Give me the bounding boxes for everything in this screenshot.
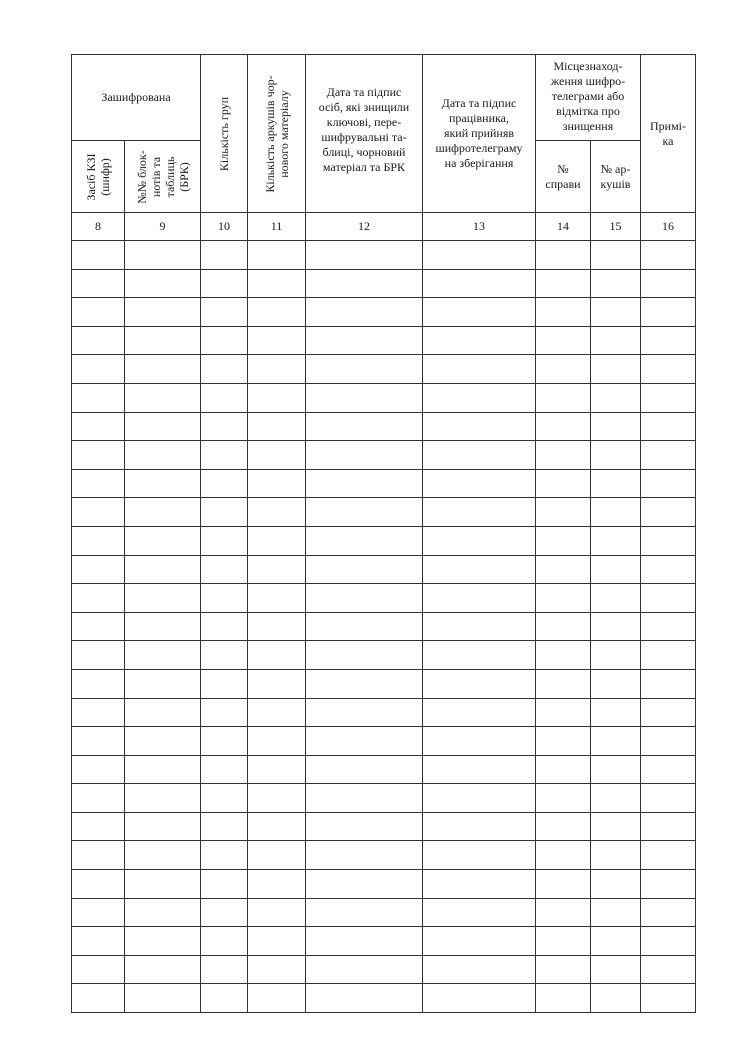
table-cell[interactable] [423,727,536,756]
table-cell[interactable] [306,269,423,298]
table-cell[interactable] [72,698,125,727]
table-row [72,984,696,1013]
table-row [72,955,696,984]
table-cell[interactable] [125,669,201,698]
table-cell[interactable] [536,441,591,470]
table-cell[interactable] [306,755,423,784]
table-cell[interactable] [306,383,423,412]
table-cell[interactable] [248,498,306,527]
col12-header: Дата та підпис осіб, які знищили ключові, пере- шифрувальні та- блиці, чорновий матеріал та БРК [306,55,423,213]
table-cell[interactable] [201,412,248,441]
table-cell[interactable] [72,584,125,613]
table-cell[interactable] [306,469,423,498]
col11-header [248,55,306,213]
table-cell[interactable] [201,641,248,670]
table-cell[interactable] [248,955,306,984]
table-cell[interactable] [423,784,536,813]
table-row [72,526,696,555]
table-cell[interactable] [591,355,641,384]
table-cell[interactable] [201,555,248,584]
table-cell[interactable] [536,469,591,498]
table-cell[interactable] [248,812,306,841]
table-cell[interactable] [306,526,423,555]
table-row [72,870,696,899]
table-cell[interactable] [423,669,536,698]
table-cell[interactable] [536,812,591,841]
table-cell[interactable] [72,269,125,298]
table-cell[interactable] [125,955,201,984]
table-cell[interactable] [536,927,591,956]
col15-header: № ар- кушів [591,141,641,213]
table-cell[interactable] [306,898,423,927]
table-row [72,269,696,298]
table-cell[interactable] [423,326,536,355]
col8-header [72,141,125,213]
table-row [72,584,696,613]
col8-header-text: Засіб КЗІ (шифр) [84,152,112,201]
table-cell[interactable] [641,927,696,956]
table-cell[interactable] [306,841,423,870]
table-cell[interactable] [72,784,125,813]
table-cell[interactable] [201,584,248,613]
table-cell[interactable] [641,298,696,327]
table-cell[interactable] [72,612,125,641]
table-row [72,498,696,527]
table-cell[interactable] [201,441,248,470]
table-cell[interactable] [641,984,696,1013]
table-cell[interactable] [306,984,423,1013]
table-cell[interactable] [641,898,696,927]
table-row [72,641,696,670]
table-cell[interactable] [536,870,591,899]
table-cell[interactable] [125,698,201,727]
table-cell[interactable] [423,641,536,670]
table-cell[interactable] [641,955,696,984]
table-cell[interactable] [641,326,696,355]
table-cell[interactable] [306,441,423,470]
table-cell[interactable] [248,326,306,355]
table-cell[interactable] [641,641,696,670]
table-cell[interactable] [423,898,536,927]
table-cell[interactable] [72,812,125,841]
table-cell[interactable] [641,812,696,841]
table-cell[interactable] [423,841,536,870]
table-cell[interactable] [201,669,248,698]
table-cell[interactable] [536,269,591,298]
table-cell[interactable] [306,669,423,698]
table-cell[interactable] [423,469,536,498]
table-cell[interactable] [125,641,201,670]
table-cell[interactable] [591,469,641,498]
table-cell[interactable] [248,241,306,270]
table-cell[interactable] [591,612,641,641]
col11-header-text: Кількість аркушів чор- нового матеріалу [262,74,291,193]
table-cell[interactable] [641,383,696,412]
table-cell[interactable] [201,469,248,498]
table-cell[interactable] [591,241,641,270]
table-cell[interactable] [536,727,591,756]
table-cell[interactable] [248,469,306,498]
table-cell[interactable] [306,641,423,670]
table-cell[interactable] [641,355,696,384]
table-cell[interactable] [536,784,591,813]
table-row [72,669,696,698]
table-cell[interactable] [201,984,248,1013]
table-cell[interactable] [423,241,536,270]
table-cell[interactable] [536,841,591,870]
table-cell[interactable] [306,955,423,984]
table-cell[interactable] [248,755,306,784]
col9-header-text: №№ блок- нотів та таблиць (БРК) [134,149,191,204]
table-row [72,841,696,870]
table-cell[interactable] [536,755,591,784]
table-cell[interactable] [641,498,696,527]
table-cell[interactable] [125,326,201,355]
table-cell[interactable] [306,698,423,727]
table-cell[interactable] [591,727,641,756]
col-number: 12 [306,213,423,241]
table-cell[interactable] [536,584,591,613]
table-cell[interactable] [641,241,696,270]
table-cell[interactable] [72,984,125,1013]
register-table [71,54,696,1013]
col10-header-text: Кількість груп [217,96,231,171]
table-cell[interactable] [591,812,641,841]
table-cell[interactable] [536,984,591,1013]
col-number: 11 [248,213,306,241]
table-cell[interactable] [248,984,306,1013]
table-cell[interactable] [306,784,423,813]
table-cell[interactable] [591,326,641,355]
table-cell[interactable] [248,355,306,384]
table-cell[interactable] [536,326,591,355]
table-cell[interactable] [641,612,696,641]
table-cell[interactable] [72,383,125,412]
table-cell[interactable] [72,498,125,527]
table-cell[interactable] [72,927,125,956]
table-cell[interactable] [641,269,696,298]
table-cell[interactable] [536,383,591,412]
table-cell[interactable] [423,441,536,470]
col-number: 13 [423,213,536,241]
location-group-header: Місцезнаход- ження шифро- телеграми або відмітка про знищення [536,55,641,141]
table-cell[interactable] [423,870,536,899]
table-cell[interactable] [201,241,248,270]
table-cell[interactable] [536,241,591,270]
col-number: 9 [125,213,201,241]
table-cell[interactable] [201,870,248,899]
col14-header: № справи [536,141,591,213]
table-cell[interactable] [591,841,641,870]
table-cell[interactable] [536,555,591,584]
table-cell[interactable] [72,526,125,555]
table-row [72,441,696,470]
table-cell[interactable] [125,841,201,870]
table-cell[interactable] [248,641,306,670]
table-cell[interactable] [125,298,201,327]
table-cell[interactable] [248,727,306,756]
table-row [72,612,696,641]
table-cell[interactable] [306,412,423,441]
table-cell[interactable] [72,955,125,984]
table-cell[interactable] [125,383,201,412]
table-row [72,355,696,384]
table-cell[interactable] [201,526,248,555]
table-cell[interactable] [248,612,306,641]
table-cell[interactable] [591,441,641,470]
table-cell[interactable] [125,727,201,756]
table-cell[interactable] [641,412,696,441]
col-number: 16 [641,213,696,241]
table-cell[interactable] [201,355,248,384]
table-row [72,555,696,584]
table-cell[interactable] [201,498,248,527]
table-cell[interactable] [536,498,591,527]
table-row [72,241,696,270]
table-cell[interactable] [536,698,591,727]
table-cell[interactable] [201,698,248,727]
table-cell[interactable] [72,669,125,698]
table-row [72,698,696,727]
table-cell[interactable] [72,412,125,441]
table-cell[interactable] [641,526,696,555]
table-cell[interactable] [72,870,125,899]
table-cell[interactable] [72,727,125,756]
table-cell[interactable] [125,469,201,498]
table-cell[interactable] [248,526,306,555]
table-cell[interactable] [201,812,248,841]
table-cell[interactable] [125,269,201,298]
table-cell[interactable] [248,584,306,613]
table-cell[interactable] [641,441,696,470]
table-cell[interactable] [591,412,641,441]
table-cell[interactable] [423,298,536,327]
table-cell[interactable] [423,355,536,384]
table-cell[interactable] [641,870,696,899]
table-cell[interactable] [591,927,641,956]
table-cell[interactable] [125,441,201,470]
table-cell[interactable] [201,727,248,756]
table-cell[interactable] [641,669,696,698]
table-cell[interactable] [125,870,201,899]
table-cell[interactable] [201,269,248,298]
table-cell[interactable] [125,584,201,613]
table-cell[interactable] [591,498,641,527]
table-cell[interactable] [248,698,306,727]
table-cell[interactable] [201,326,248,355]
table-row [72,784,696,813]
table-cell[interactable] [248,870,306,899]
table-cell[interactable] [201,612,248,641]
table-cell[interactable] [248,383,306,412]
table-cell[interactable] [248,412,306,441]
table-cell[interactable] [125,241,201,270]
col-number: 14 [536,213,591,241]
table-cell[interactable] [125,498,201,527]
table-cell[interactable] [641,727,696,756]
table-cell[interactable] [201,955,248,984]
table-row [72,412,696,441]
table-cell[interactable] [641,469,696,498]
col-number: 8 [72,213,125,241]
table-cell[interactable] [591,669,641,698]
table-cell[interactable] [591,383,641,412]
table-cell[interactable] [248,669,306,698]
table-cell[interactable] [423,498,536,527]
table-cell[interactable] [536,526,591,555]
table-cell[interactable] [423,984,536,1013]
encrypted-group-header: Зашифрована [72,55,201,141]
table-cell[interactable] [641,555,696,584]
table-row [72,383,696,412]
table-cell[interactable] [536,669,591,698]
table-cell[interactable] [641,755,696,784]
table-cell[interactable] [72,555,125,584]
table-cell[interactable] [423,584,536,613]
table-cell[interactable] [248,441,306,470]
table-cell[interactable] [536,412,591,441]
table-cell[interactable] [591,898,641,927]
table-cell[interactable] [72,841,125,870]
table-cell[interactable] [641,698,696,727]
table-cell[interactable] [125,412,201,441]
table-row [72,812,696,841]
table-cell[interactable] [423,383,536,412]
table-cell[interactable] [641,784,696,813]
table-cell[interactable] [201,298,248,327]
table-cell[interactable] [591,698,641,727]
table-cell[interactable] [72,755,125,784]
table-cell[interactable] [306,927,423,956]
table-row [72,326,696,355]
table-cell[interactable] [306,727,423,756]
table-row [72,727,696,756]
table-cell[interactable] [423,555,536,584]
table-cell[interactable] [591,870,641,899]
table-cell[interactable] [248,298,306,327]
table-cell[interactable] [201,784,248,813]
table-cell[interactable] [125,784,201,813]
table-cell[interactable] [591,641,641,670]
table-cell[interactable] [72,641,125,670]
col16-header: Примі- ка [641,55,696,213]
table-cell[interactable] [72,441,125,470]
table-cell[interactable] [125,755,201,784]
table-cell[interactable] [248,555,306,584]
table-cell[interactable] [306,241,423,270]
table-cell[interactable] [423,412,536,441]
table-cell[interactable] [423,526,536,555]
table-row [72,298,696,327]
table-cell[interactable] [641,584,696,613]
table-cell[interactable] [125,526,201,555]
table-cell[interactable] [423,955,536,984]
table-cell[interactable] [125,927,201,956]
table-cell[interactable] [423,812,536,841]
table-cell[interactable] [591,269,641,298]
table-cell[interactable] [201,927,248,956]
table-cell[interactable] [423,269,536,298]
table-cell[interactable] [72,898,125,927]
table-cell[interactable] [641,841,696,870]
table-cell[interactable] [248,898,306,927]
col-number: 10 [201,213,248,241]
table-cell[interactable] [536,898,591,927]
table-cell[interactable] [72,355,125,384]
table-cell[interactable] [306,870,423,899]
col13-header: Дата та підпис працівника, який прийняв шифротелеграму на зберігання [423,55,536,213]
table-cell[interactable] [536,612,591,641]
table-cell[interactable] [306,355,423,384]
table-cell[interactable] [536,955,591,984]
table-cell[interactable] [536,355,591,384]
col-number: 15 [591,213,641,241]
table-cell[interactable] [306,584,423,613]
table-row [72,927,696,956]
table-cell[interactable] [423,755,536,784]
table-cell[interactable] [201,755,248,784]
table-cell[interactable] [248,927,306,956]
table-cell[interactable] [591,755,641,784]
table-cell[interactable] [125,812,201,841]
table-cell[interactable] [72,326,125,355]
table-cell[interactable] [591,584,641,613]
table-cell[interactable] [536,298,591,327]
table-row [72,755,696,784]
table-row [72,469,696,498]
table-cell[interactable] [423,927,536,956]
table-cell[interactable] [125,984,201,1013]
table-cell[interactable] [423,612,536,641]
table-cell[interactable] [423,698,536,727]
table-cell[interactable] [72,298,125,327]
table-cell[interactable] [591,526,641,555]
table-cell[interactable] [591,784,641,813]
table-cell[interactable] [248,841,306,870]
table-cell[interactable] [72,469,125,498]
table-cell[interactable] [591,555,641,584]
table-cell[interactable] [306,812,423,841]
table-cell[interactable] [125,612,201,641]
table-cell[interactable] [125,355,201,384]
table-cell[interactable] [306,555,423,584]
table-cell[interactable] [201,841,248,870]
table-cell[interactable] [248,784,306,813]
table-cell[interactable] [306,326,423,355]
table-cell[interactable] [536,641,591,670]
table-cell[interactable] [591,984,641,1013]
table-cell[interactable] [201,898,248,927]
column-number-row [72,213,696,241]
table-cell[interactable] [125,555,201,584]
table-cell[interactable] [248,269,306,298]
table-cell[interactable] [201,383,248,412]
table-cell[interactable] [72,241,125,270]
col9-header [125,141,201,213]
table-cell[interactable] [306,612,423,641]
table-cell[interactable] [125,898,201,927]
table-cell[interactable] [306,498,423,527]
table-cell[interactable] [591,955,641,984]
table-cell[interactable] [306,298,423,327]
table-cell[interactable] [591,298,641,327]
table-row [72,898,696,927]
col10-header [201,55,248,213]
